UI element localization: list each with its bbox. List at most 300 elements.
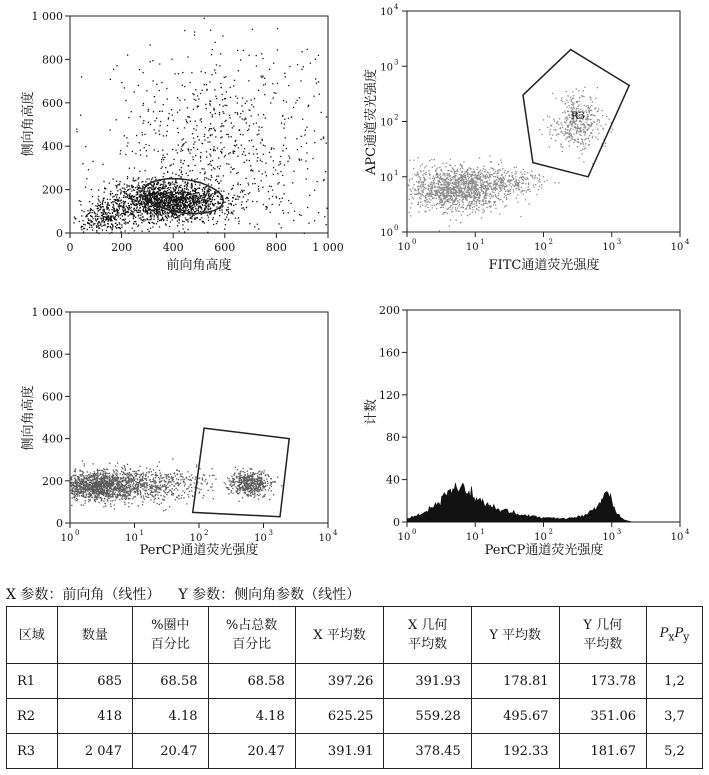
event-point [150, 469, 151, 470]
event-point [475, 174, 476, 175]
event-point [122, 187, 123, 188]
event-point [283, 100, 284, 101]
event-point [574, 108, 575, 109]
event-point [204, 210, 205, 211]
event-point [231, 167, 232, 168]
event-point [442, 200, 443, 201]
event-point [418, 157, 419, 158]
event-point [292, 182, 293, 183]
event-point [503, 183, 504, 184]
event-point [500, 159, 501, 160]
event-point [249, 125, 250, 126]
event-point [466, 172, 467, 173]
event-point [134, 91, 135, 92]
event-point [504, 179, 505, 180]
event-point [160, 196, 161, 197]
event-point [189, 117, 190, 118]
event-point [171, 199, 172, 200]
event-point [222, 94, 223, 95]
event-point [120, 214, 121, 215]
event-point [437, 194, 438, 195]
event-point [597, 87, 598, 88]
event-point [118, 212, 119, 213]
event-point [180, 160, 181, 161]
event-point [459, 181, 460, 182]
event-point [269, 152, 270, 153]
event-point [458, 183, 459, 184]
event-point [442, 214, 443, 215]
event-point [214, 191, 215, 192]
event-point [200, 160, 201, 161]
event-point [538, 189, 539, 190]
event-point [259, 126, 260, 127]
event-point [429, 193, 430, 194]
event-point [180, 187, 181, 188]
event-point [439, 192, 440, 193]
event-point [228, 134, 229, 135]
event-point [578, 105, 579, 106]
event-point [409, 212, 410, 213]
event-point [100, 224, 101, 225]
event-point [167, 212, 168, 213]
event-point [582, 149, 583, 150]
y-tick-exponent: 3 [394, 58, 399, 67]
event-point [104, 222, 105, 223]
event-point [284, 164, 285, 165]
event-point [429, 190, 430, 191]
event-point [87, 222, 88, 223]
event-point [141, 222, 142, 223]
event-point [187, 202, 188, 203]
event-point [194, 99, 195, 100]
event-point [157, 221, 158, 222]
event-point [256, 55, 257, 56]
event-point [484, 210, 485, 211]
event-point [577, 127, 578, 128]
event-point [124, 189, 125, 190]
y-tick-label: 10 [380, 228, 393, 239]
event-point [103, 209, 104, 210]
event-point [228, 209, 229, 210]
event-point [556, 134, 557, 135]
event-point [137, 206, 138, 207]
event-point [262, 140, 263, 141]
event-point [562, 101, 563, 102]
event-point [245, 155, 246, 156]
x-tick-label: 10 [602, 242, 616, 253]
event-point [301, 159, 302, 160]
event-point [200, 197, 201, 198]
event-point [96, 227, 97, 228]
event-point [123, 197, 124, 198]
event-point [417, 204, 418, 205]
event-point [558, 124, 559, 125]
event-point [589, 144, 590, 145]
event-point [181, 198, 182, 199]
event-point [504, 172, 505, 173]
event-point [112, 178, 113, 179]
event-point [486, 174, 487, 175]
event-point [114, 217, 115, 218]
event-point [531, 171, 532, 172]
event-point [240, 59, 241, 60]
event-point [172, 192, 173, 193]
event-point [523, 193, 524, 194]
event-point [216, 192, 217, 193]
event-point [562, 127, 563, 128]
event-point [447, 199, 448, 200]
event-point [281, 123, 282, 124]
event-point [427, 193, 428, 194]
event-point [195, 211, 196, 212]
event-point [179, 210, 180, 211]
event-point [286, 101, 287, 102]
event-point [506, 205, 507, 206]
event-point [424, 173, 425, 174]
event-point [323, 180, 324, 181]
event-point [119, 183, 120, 184]
event-point [579, 97, 580, 98]
scatter-points [70, 458, 282, 511]
event-point [220, 83, 221, 84]
event-point [258, 171, 259, 172]
x-tick-label: 10 [465, 242, 479, 253]
event-point [220, 53, 221, 54]
x-tick-label: 10 [397, 242, 411, 253]
event-point [177, 97, 178, 98]
event-point [185, 142, 186, 143]
event-point [310, 63, 311, 64]
event-point [154, 129, 155, 130]
event-point [183, 210, 184, 211]
event-point [103, 216, 104, 217]
event-point [490, 186, 491, 187]
event-point [184, 197, 185, 198]
event-point [190, 200, 191, 201]
event-point [139, 69, 140, 70]
event-point [606, 116, 607, 117]
event-point [474, 172, 475, 173]
event-point [436, 198, 437, 199]
event-point [89, 220, 90, 221]
event-point [442, 187, 443, 188]
event-point [194, 191, 195, 192]
event-point [597, 119, 598, 120]
event-point [210, 135, 211, 136]
event-point [489, 174, 490, 175]
event-point [192, 185, 193, 186]
event-point [161, 199, 162, 200]
event-point [272, 196, 273, 197]
event-point [191, 221, 192, 222]
event-point [535, 175, 536, 176]
event-point [167, 218, 168, 219]
event-point [115, 474, 116, 475]
event-point [127, 142, 128, 143]
event-point [244, 162, 245, 163]
event-point [550, 129, 551, 130]
event-point [446, 196, 447, 197]
event-point [490, 205, 491, 206]
event-point [208, 220, 209, 221]
event-point [223, 113, 224, 114]
event-point [101, 220, 102, 221]
event-point [565, 112, 566, 113]
event-point [568, 127, 569, 128]
event-point [262, 77, 263, 78]
event-point [160, 203, 161, 204]
event-point [442, 202, 443, 203]
event-point [170, 187, 171, 188]
event-point [148, 193, 149, 194]
event-point [429, 173, 430, 174]
event-point [454, 165, 455, 166]
event-point [458, 205, 459, 206]
event-point [501, 162, 502, 163]
event-point [284, 123, 285, 124]
event-point [98, 497, 99, 498]
event-point [496, 197, 497, 198]
event-point [485, 203, 486, 204]
event-point [125, 201, 126, 202]
event-point [474, 184, 475, 185]
event-point [465, 199, 466, 200]
event-point [537, 177, 538, 178]
event-point [412, 197, 413, 198]
event-point [585, 110, 586, 111]
event-point [206, 186, 207, 187]
event-point [204, 134, 205, 135]
event-point [475, 181, 476, 182]
event-point [432, 198, 433, 199]
event-point [107, 199, 108, 200]
event-point [205, 171, 206, 172]
event-point [215, 72, 216, 73]
event-point [321, 139, 322, 140]
event-point [185, 119, 186, 120]
event-point [509, 181, 510, 182]
event-point [206, 151, 207, 152]
event-point [124, 184, 125, 185]
event-point [136, 198, 137, 199]
event-point [464, 176, 465, 177]
event-point [195, 100, 196, 101]
event-point [173, 191, 174, 192]
event-point [101, 206, 102, 207]
event-point [128, 198, 129, 199]
event-point [145, 170, 146, 171]
event-point [301, 136, 302, 137]
event-point [270, 212, 271, 213]
event-point [172, 212, 173, 213]
event-point [193, 190, 194, 191]
event-point [126, 191, 127, 192]
event-point [585, 126, 586, 127]
event-point [220, 142, 221, 143]
event-point [162, 111, 163, 112]
event-point [219, 182, 220, 183]
event-point [151, 179, 152, 180]
event-point [323, 138, 324, 139]
event-point [409, 180, 410, 181]
event-point [251, 115, 252, 116]
event-point [273, 148, 274, 149]
event-point [448, 173, 449, 174]
event-point [166, 192, 167, 193]
event-point [481, 204, 482, 205]
event-point [444, 173, 445, 174]
event-point [195, 155, 196, 156]
event-point [189, 202, 190, 203]
event-point [113, 201, 114, 202]
event-point [128, 233, 129, 234]
event-point [125, 100, 126, 101]
event-point [197, 188, 198, 189]
event-point [129, 221, 130, 222]
event-point [203, 197, 204, 198]
event-point [258, 188, 259, 189]
event-point [579, 158, 580, 159]
event-point [448, 186, 449, 187]
event-point [96, 230, 97, 231]
event-point [87, 229, 88, 230]
event-point [509, 194, 510, 195]
event-point [438, 189, 439, 190]
event-point [128, 203, 129, 204]
event-point [266, 175, 267, 176]
event-point [326, 208, 327, 209]
event-point [235, 145, 236, 146]
event-point [155, 177, 156, 178]
event-point [177, 217, 178, 218]
event-point [517, 202, 518, 203]
event-point [258, 133, 259, 134]
event-point [161, 159, 162, 160]
event-point [472, 209, 473, 210]
event-point [592, 129, 593, 130]
event-point [467, 204, 468, 205]
event-point [428, 188, 429, 189]
event-point [305, 161, 306, 162]
event-point [577, 130, 578, 131]
event-point [184, 231, 185, 232]
event-point [237, 112, 238, 113]
event-point [530, 174, 531, 175]
event-point [150, 228, 151, 229]
event-point [257, 224, 258, 225]
event-point [182, 190, 183, 191]
event-point [486, 193, 487, 194]
event-point [611, 132, 612, 133]
event-point [232, 197, 233, 198]
event-point [473, 200, 474, 201]
event-point [423, 189, 424, 190]
event-point [570, 107, 571, 108]
event-point [454, 196, 455, 197]
event-point [584, 124, 585, 125]
event-point [582, 153, 583, 154]
event-point [201, 195, 202, 196]
event-point [158, 214, 159, 215]
event-point [481, 190, 482, 191]
event-point [505, 183, 506, 184]
event-point [528, 182, 529, 183]
event-point [326, 116, 327, 117]
event-point [479, 201, 480, 202]
event-point [168, 192, 169, 193]
event-point [167, 214, 168, 215]
event-point [160, 187, 161, 188]
event-point [110, 216, 111, 217]
event-point [178, 73, 179, 74]
event-point [94, 211, 95, 212]
event-point [241, 105, 242, 106]
event-point [246, 160, 247, 161]
event-point [163, 210, 164, 211]
event-point [460, 193, 461, 194]
event-point [520, 171, 521, 172]
event-point [88, 218, 89, 219]
event-point [282, 198, 283, 199]
event-point [199, 203, 200, 204]
event-point [211, 165, 212, 166]
event-point [125, 221, 126, 222]
event-point [182, 72, 183, 73]
event-point [501, 189, 502, 190]
event-point [248, 182, 249, 183]
event-point [182, 174, 183, 175]
event-point [251, 100, 252, 101]
event-point [461, 184, 462, 185]
event-point [252, 201, 253, 202]
event-point [127, 55, 128, 56]
event-point [566, 117, 567, 118]
event-point [427, 207, 428, 208]
event-point [483, 184, 484, 185]
event-point [500, 170, 501, 171]
event-point [556, 123, 557, 124]
event-point [208, 206, 209, 207]
event-point [149, 145, 150, 146]
event-point [168, 187, 169, 188]
event-point [541, 187, 542, 188]
x-tick-exponent: 4 [685, 238, 690, 246]
event-point [429, 178, 430, 179]
event-point [204, 136, 205, 137]
event-point [174, 194, 175, 195]
event-point [204, 222, 205, 223]
event-point [471, 201, 472, 202]
event-point [461, 195, 462, 196]
event-point [133, 189, 134, 190]
event-point [472, 181, 473, 182]
event-point [479, 194, 480, 195]
event-point [168, 183, 169, 184]
event-point [127, 197, 128, 198]
event-point [500, 199, 501, 200]
event-point [233, 153, 234, 154]
event-point [230, 203, 231, 204]
event-point [433, 176, 434, 177]
event-point [303, 66, 304, 67]
event-point [284, 119, 285, 120]
event-point [210, 101, 211, 102]
event-point [256, 201, 257, 202]
event-point [90, 211, 91, 212]
event-point [495, 201, 496, 202]
event-point [457, 170, 458, 171]
event-point [231, 136, 232, 137]
